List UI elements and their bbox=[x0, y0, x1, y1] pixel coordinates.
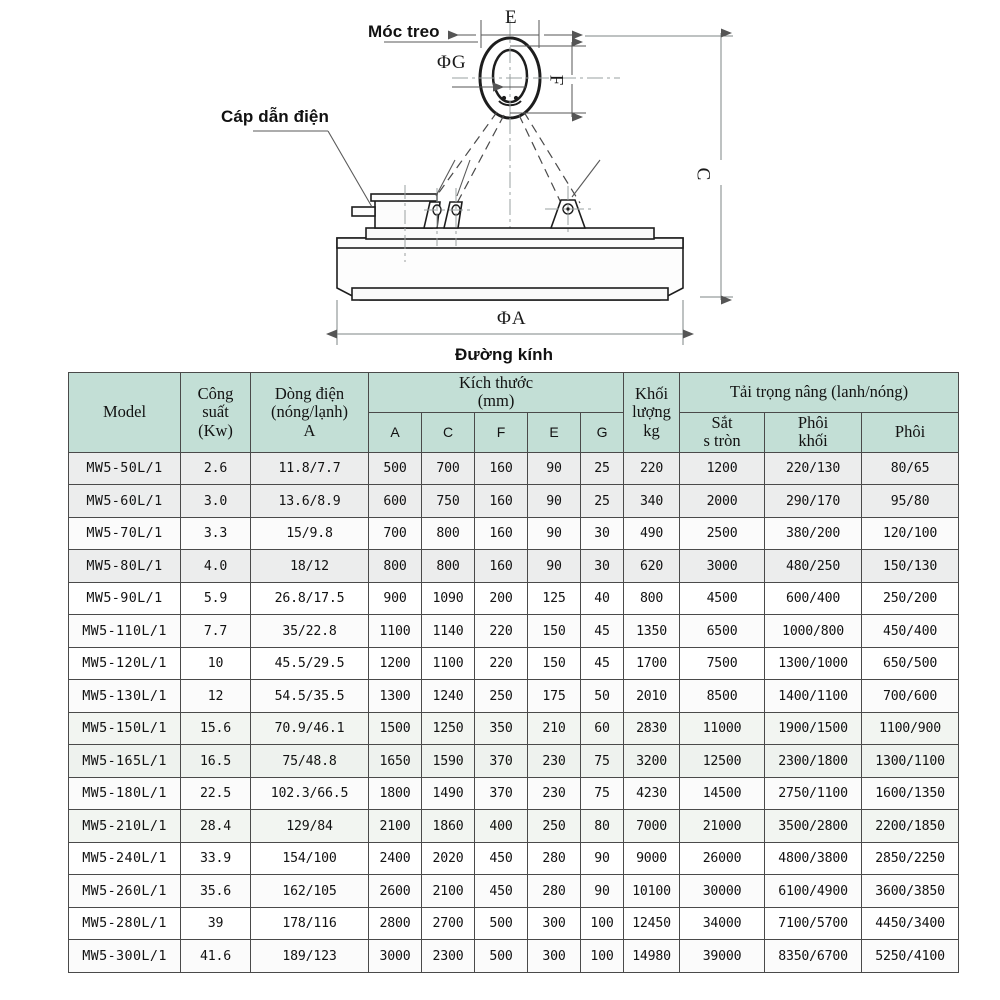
cell-load-phoi: 5250/4100 bbox=[862, 940, 959, 973]
cell-mass: 1350 bbox=[624, 615, 680, 648]
cell-size-a: 1200 bbox=[369, 647, 422, 680]
cell-load-phoi-khoi: 4800/3800 bbox=[765, 842, 862, 875]
cell-current: 154/100 bbox=[251, 842, 369, 875]
header-power-line3: (Kw) bbox=[198, 420, 233, 440]
cell-size-e: 230 bbox=[528, 777, 581, 810]
cell-size-a: 500 bbox=[369, 452, 422, 485]
cell-load-phoi-khoi: 3500/2800 bbox=[765, 810, 862, 843]
cell-size-f: 220 bbox=[475, 615, 528, 648]
cell-load-sat: 34000 bbox=[680, 907, 765, 940]
table-row bbox=[69, 647, 959, 680]
table-row bbox=[69, 615, 959, 648]
cell-size-c: 1250 bbox=[422, 712, 475, 745]
table-row bbox=[69, 810, 959, 843]
cell-load-sat: 30000 bbox=[680, 875, 765, 908]
dimension-label-phi-A: ΦA bbox=[497, 308, 527, 329]
cell-size-g: 30 bbox=[581, 550, 624, 583]
cell-size-f: 500 bbox=[475, 907, 528, 940]
header-size-A: A bbox=[369, 412, 422, 452]
table-row bbox=[69, 517, 959, 550]
table-header bbox=[69, 373, 959, 453]
cell-model: MW5-130L/1 bbox=[69, 680, 181, 713]
cell-size-e: 150 bbox=[528, 615, 581, 648]
cell-size-e: 90 bbox=[528, 452, 581, 485]
dimension-label-E: E bbox=[505, 7, 517, 28]
technical-diagram bbox=[0, 0, 1000, 368]
header-current-line3: A bbox=[303, 420, 316, 440]
header-load-phoi: Phôi bbox=[862, 412, 959, 452]
header-current-line2: (nóng/lạnh) bbox=[271, 402, 348, 422]
table-row bbox=[69, 907, 959, 940]
cell-size-g: 100 bbox=[581, 907, 624, 940]
cell-size-e: 280 bbox=[528, 842, 581, 875]
cell-load-phoi: 120/100 bbox=[862, 517, 959, 550]
cell-load-phoi: 450/400 bbox=[862, 615, 959, 648]
cell-power: 22.5 bbox=[181, 777, 251, 810]
table-row bbox=[69, 777, 959, 810]
cell-model: MW5-120L/1 bbox=[69, 647, 181, 680]
header-size-G: G bbox=[581, 412, 624, 452]
dimension-label-C-text: C bbox=[692, 167, 714, 181]
cell-current: 18/12 bbox=[251, 550, 369, 583]
cell-model: MW5-180L/1 bbox=[69, 777, 181, 810]
cell-size-c: 2100 bbox=[422, 875, 475, 908]
table-row bbox=[69, 940, 959, 973]
cell-load-sat: 14500 bbox=[680, 777, 765, 810]
cell-model: MW5-110L/1 bbox=[69, 615, 181, 648]
specification-table-container bbox=[68, 372, 958, 973]
cell-size-f: 160 bbox=[475, 485, 528, 518]
header-mass bbox=[624, 373, 680, 453]
cell-load-phoi-khoi: 480/250 bbox=[765, 550, 862, 583]
cell-size-c: 1140 bbox=[422, 615, 475, 648]
dimension-label-F-text: F bbox=[545, 74, 567, 86]
cell-load-sat: 1200 bbox=[680, 452, 765, 485]
cell-current: 70.9/46.1 bbox=[251, 712, 369, 745]
cell-current: 75/48.8 bbox=[251, 745, 369, 778]
cell-size-e: 300 bbox=[528, 940, 581, 973]
cell-model: MW5-50L/1 bbox=[69, 452, 181, 485]
cell-size-f: 200 bbox=[475, 582, 528, 615]
cell-model: MW5-90L/1 bbox=[69, 582, 181, 615]
cell-power: 33.9 bbox=[181, 842, 251, 875]
cell-power: 4.0 bbox=[181, 550, 251, 583]
cell-mass: 620 bbox=[624, 550, 680, 583]
table-row bbox=[69, 875, 959, 908]
cell-mass: 220 bbox=[624, 452, 680, 485]
cell-size-c: 1240 bbox=[422, 680, 475, 713]
table-row bbox=[69, 485, 959, 518]
cell-size-c: 1490 bbox=[422, 777, 475, 810]
header-load-sat bbox=[680, 412, 765, 452]
cell-model: MW5-240L/1 bbox=[69, 842, 181, 875]
header-load-sat-line2: s tròn bbox=[703, 431, 741, 451]
cell-current: 11.8/7.7 bbox=[251, 452, 369, 485]
cell-size-e: 280 bbox=[528, 875, 581, 908]
header-power-line1: Công bbox=[197, 383, 234, 403]
cell-load-phoi-khoi: 290/170 bbox=[765, 485, 862, 518]
sling-lines bbox=[430, 112, 580, 205]
header-size-group bbox=[369, 373, 624, 413]
cell-model: MW5-260L/1 bbox=[69, 875, 181, 908]
cell-load-phoi-khoi: 8350/6700 bbox=[765, 940, 862, 973]
cell-power: 5.9 bbox=[181, 582, 251, 615]
cell-mass: 2830 bbox=[624, 712, 680, 745]
cell-size-g: 75 bbox=[581, 745, 624, 778]
cell-load-phoi: 650/500 bbox=[862, 647, 959, 680]
cell-model: MW5-210L/1 bbox=[69, 810, 181, 843]
table-row bbox=[69, 842, 959, 875]
cell-model: MW5-165L/1 bbox=[69, 745, 181, 778]
cell-size-g: 25 bbox=[581, 452, 624, 485]
cell-current: 35/22.8 bbox=[251, 615, 369, 648]
cell-size-a: 2600 bbox=[369, 875, 422, 908]
table-row bbox=[69, 452, 959, 485]
cell-size-c: 1090 bbox=[422, 582, 475, 615]
cell-load-phoi: 1300/1100 bbox=[862, 745, 959, 778]
cell-model: MW5-70L/1 bbox=[69, 517, 181, 550]
dimension-label-phi-G: ΦG bbox=[437, 52, 467, 73]
cell-mass: 12450 bbox=[624, 907, 680, 940]
cell-load-sat: 2000 bbox=[680, 485, 765, 518]
cell-load-phoi: 4450/3400 bbox=[862, 907, 959, 940]
cell-model: MW5-80L/1 bbox=[69, 550, 181, 583]
cell-current: 45.5/29.5 bbox=[251, 647, 369, 680]
diameter-caption-label: Đường kính bbox=[455, 345, 554, 364]
cell-load-sat: 2500 bbox=[680, 517, 765, 550]
header-load-group: Tải trọng nâng (lanh/nóng) bbox=[680, 373, 959, 413]
cell-size-a: 2800 bbox=[369, 907, 422, 940]
cell-size-f: 500 bbox=[475, 940, 528, 973]
cell-size-g: 40 bbox=[581, 582, 624, 615]
cell-current: 178/116 bbox=[251, 907, 369, 940]
cell-size-e: 125 bbox=[528, 582, 581, 615]
cell-load-phoi: 95/80 bbox=[862, 485, 959, 518]
cell-size-g: 60 bbox=[581, 712, 624, 745]
cell-mass: 800 bbox=[624, 582, 680, 615]
power-cable-callout-label: Cáp dẫn điện bbox=[221, 107, 329, 126]
cell-size-c: 800 bbox=[422, 550, 475, 583]
header-load-phoi-khoi-line1: Phôi bbox=[797, 412, 829, 432]
cell-mass: 10100 bbox=[624, 875, 680, 908]
cell-current: 162/105 bbox=[251, 875, 369, 908]
cell-load-phoi-khoi: 220/130 bbox=[765, 452, 862, 485]
cell-size-g: 30 bbox=[581, 517, 624, 550]
cell-size-a: 700 bbox=[369, 517, 422, 550]
header-power-line2: suất bbox=[202, 402, 229, 422]
cell-size-c: 700 bbox=[422, 452, 475, 485]
header-mass-line2: lượng bbox=[632, 402, 671, 422]
cell-current: 13.6/8.9 bbox=[251, 485, 369, 518]
cell-power: 41.6 bbox=[181, 940, 251, 973]
cell-size-a: 900 bbox=[369, 582, 422, 615]
cell-load-phoi: 2850/2250 bbox=[862, 842, 959, 875]
cell-current: 102.3/66.5 bbox=[251, 777, 369, 810]
table-row bbox=[69, 550, 959, 583]
cell-load-phoi: 1600/1350 bbox=[862, 777, 959, 810]
cell-load-phoi-khoi: 1300/1000 bbox=[765, 647, 862, 680]
cell-mass: 340 bbox=[624, 485, 680, 518]
cell-power: 3.0 bbox=[181, 485, 251, 518]
cell-size-c: 2700 bbox=[422, 907, 475, 940]
header-row-top bbox=[69, 373, 959, 413]
cell-size-c: 1860 bbox=[422, 810, 475, 843]
table-body bbox=[69, 452, 959, 972]
cell-size-e: 300 bbox=[528, 907, 581, 940]
cell-size-e: 90 bbox=[528, 550, 581, 583]
cell-size-a: 1500 bbox=[369, 712, 422, 745]
cell-size-a: 1100 bbox=[369, 615, 422, 648]
cell-model: MW5-60L/1 bbox=[69, 485, 181, 518]
cell-size-c: 2020 bbox=[422, 842, 475, 875]
header-load-sat-line1: Sắt bbox=[711, 412, 733, 432]
cell-mass: 7000 bbox=[624, 810, 680, 843]
cell-model: MW5-150L/1 bbox=[69, 712, 181, 745]
cell-size-g: 75 bbox=[581, 777, 624, 810]
table-row bbox=[69, 680, 959, 713]
cell-size-a: 2400 bbox=[369, 842, 422, 875]
cell-load-phoi-khoi: 1000/800 bbox=[765, 615, 862, 648]
cell-size-a: 600 bbox=[369, 485, 422, 518]
cell-size-a: 3000 bbox=[369, 940, 422, 973]
cell-size-e: 90 bbox=[528, 485, 581, 518]
cell-mass: 2010 bbox=[624, 680, 680, 713]
cell-size-c: 2300 bbox=[422, 940, 475, 973]
cell-load-sat: 8500 bbox=[680, 680, 765, 713]
cell-power: 39 bbox=[181, 907, 251, 940]
cell-load-phoi: 700/600 bbox=[862, 680, 959, 713]
header-load-phoi-khoi bbox=[765, 412, 862, 452]
cell-load-phoi-khoi: 2300/1800 bbox=[765, 745, 862, 778]
cell-size-g: 90 bbox=[581, 842, 624, 875]
cell-size-f: 400 bbox=[475, 810, 528, 843]
cell-load-sat: 7500 bbox=[680, 647, 765, 680]
cell-load-sat: 26000 bbox=[680, 842, 765, 875]
cell-size-g: 100 bbox=[581, 940, 624, 973]
header-current bbox=[251, 373, 369, 453]
cell-size-g: 45 bbox=[581, 615, 624, 648]
cell-size-f: 370 bbox=[475, 777, 528, 810]
header-mass-line1: Khối bbox=[635, 383, 669, 403]
cell-size-f: 160 bbox=[475, 550, 528, 583]
cell-load-sat: 6500 bbox=[680, 615, 765, 648]
cell-size-f: 370 bbox=[475, 745, 528, 778]
cell-power: 28.4 bbox=[181, 810, 251, 843]
cell-mass: 4230 bbox=[624, 777, 680, 810]
header-size-C: C bbox=[422, 412, 475, 452]
cell-size-g: 80 bbox=[581, 810, 624, 843]
cell-size-a: 1650 bbox=[369, 745, 422, 778]
table-row bbox=[69, 582, 959, 615]
cell-size-e: 250 bbox=[528, 810, 581, 843]
cell-mass: 1700 bbox=[624, 647, 680, 680]
cell-power: 35.6 bbox=[181, 875, 251, 908]
cell-current: 129/84 bbox=[251, 810, 369, 843]
cell-load-phoi-khoi: 600/400 bbox=[765, 582, 862, 615]
cell-mass: 490 bbox=[624, 517, 680, 550]
cell-load-sat: 21000 bbox=[680, 810, 765, 843]
cell-load-sat: 11000 bbox=[680, 712, 765, 745]
cell-model: MW5-280L/1 bbox=[69, 907, 181, 940]
hook-callout-label: Móc treo bbox=[368, 22, 440, 41]
cell-power: 16.5 bbox=[181, 745, 251, 778]
header-load-phoi-khoi-line2: khối bbox=[798, 431, 828, 451]
cell-size-g: 45 bbox=[581, 647, 624, 680]
cell-load-phoi: 80/65 bbox=[862, 452, 959, 485]
cell-size-a: 1800 bbox=[369, 777, 422, 810]
cell-size-e: 210 bbox=[528, 712, 581, 745]
cell-load-phoi-khoi: 1400/1100 bbox=[765, 680, 862, 713]
cell-size-e: 90 bbox=[528, 517, 581, 550]
header-current-line1: Dòng điện bbox=[274, 383, 345, 403]
cell-load-phoi-khoi: 2750/1100 bbox=[765, 777, 862, 810]
cell-load-sat: 12500 bbox=[680, 745, 765, 778]
dimension-label-F bbox=[545, 69, 567, 91]
cell-load-phoi-khoi: 6100/4900 bbox=[765, 875, 862, 908]
cell-power: 12 bbox=[181, 680, 251, 713]
cell-size-f: 250 bbox=[475, 680, 528, 713]
cell-model: MW5-300L/1 bbox=[69, 940, 181, 973]
cell-load-phoi: 250/200 bbox=[862, 582, 959, 615]
table-row bbox=[69, 745, 959, 778]
cell-size-a: 800 bbox=[369, 550, 422, 583]
cell-size-f: 450 bbox=[475, 875, 528, 908]
cell-size-f: 220 bbox=[475, 647, 528, 680]
cell-size-a: 1300 bbox=[369, 680, 422, 713]
cell-size-f: 450 bbox=[475, 842, 528, 875]
cell-load-phoi-khoi: 7100/5700 bbox=[765, 907, 862, 940]
cell-load-phoi: 2200/1850 bbox=[862, 810, 959, 843]
cell-size-f: 160 bbox=[475, 452, 528, 485]
cell-load-sat: 3000 bbox=[680, 550, 765, 583]
header-size-group-unit: (mm) bbox=[477, 391, 515, 411]
cell-load-phoi: 150/130 bbox=[862, 550, 959, 583]
cell-current: 54.5/35.5 bbox=[251, 680, 369, 713]
cell-mass: 3200 bbox=[624, 745, 680, 778]
cell-power: 3.3 bbox=[181, 517, 251, 550]
header-power bbox=[181, 373, 251, 453]
cell-power: 15.6 bbox=[181, 712, 251, 745]
cell-size-e: 230 bbox=[528, 745, 581, 778]
cell-power: 2.6 bbox=[181, 452, 251, 485]
header-mass-line3: kg bbox=[643, 420, 660, 440]
specification-table bbox=[68, 372, 959, 973]
cell-size-c: 750 bbox=[422, 485, 475, 518]
cell-size-e: 175 bbox=[528, 680, 581, 713]
cell-size-a: 2100 bbox=[369, 810, 422, 843]
cell-size-c: 1590 bbox=[422, 745, 475, 778]
cell-power: 10 bbox=[181, 647, 251, 680]
cell-load-sat: 4500 bbox=[680, 582, 765, 615]
cell-size-g: 90 bbox=[581, 875, 624, 908]
cell-size-f: 160 bbox=[475, 517, 528, 550]
cell-size-f: 350 bbox=[475, 712, 528, 745]
cell-current: 15/9.8 bbox=[251, 517, 369, 550]
header-model: Model bbox=[69, 373, 181, 453]
table-row bbox=[69, 712, 959, 745]
header-size-F: F bbox=[475, 412, 528, 452]
cell-mass: 14980 bbox=[624, 940, 680, 973]
header-size-E: E bbox=[528, 412, 581, 452]
cell-mass: 9000 bbox=[624, 842, 680, 875]
cell-size-c: 800 bbox=[422, 517, 475, 550]
cell-power: 7.7 bbox=[181, 615, 251, 648]
header-size-group-title: Kích thước bbox=[459, 373, 534, 392]
cell-size-c: 1100 bbox=[422, 647, 475, 680]
cell-load-phoi: 3600/3850 bbox=[862, 875, 959, 908]
cell-size-g: 50 bbox=[581, 680, 624, 713]
cell-load-phoi: 1100/900 bbox=[862, 712, 959, 745]
cell-load-phoi-khoi: 1900/1500 bbox=[765, 712, 862, 745]
cell-current: 26.8/17.5 bbox=[251, 582, 369, 615]
cell-load-sat: 39000 bbox=[680, 940, 765, 973]
cell-current: 189/123 bbox=[251, 940, 369, 973]
cell-size-e: 150 bbox=[528, 647, 581, 680]
cell-load-phoi-khoi: 380/200 bbox=[765, 517, 862, 550]
dimension-label-C bbox=[692, 163, 714, 185]
cell-size-g: 25 bbox=[581, 485, 624, 518]
